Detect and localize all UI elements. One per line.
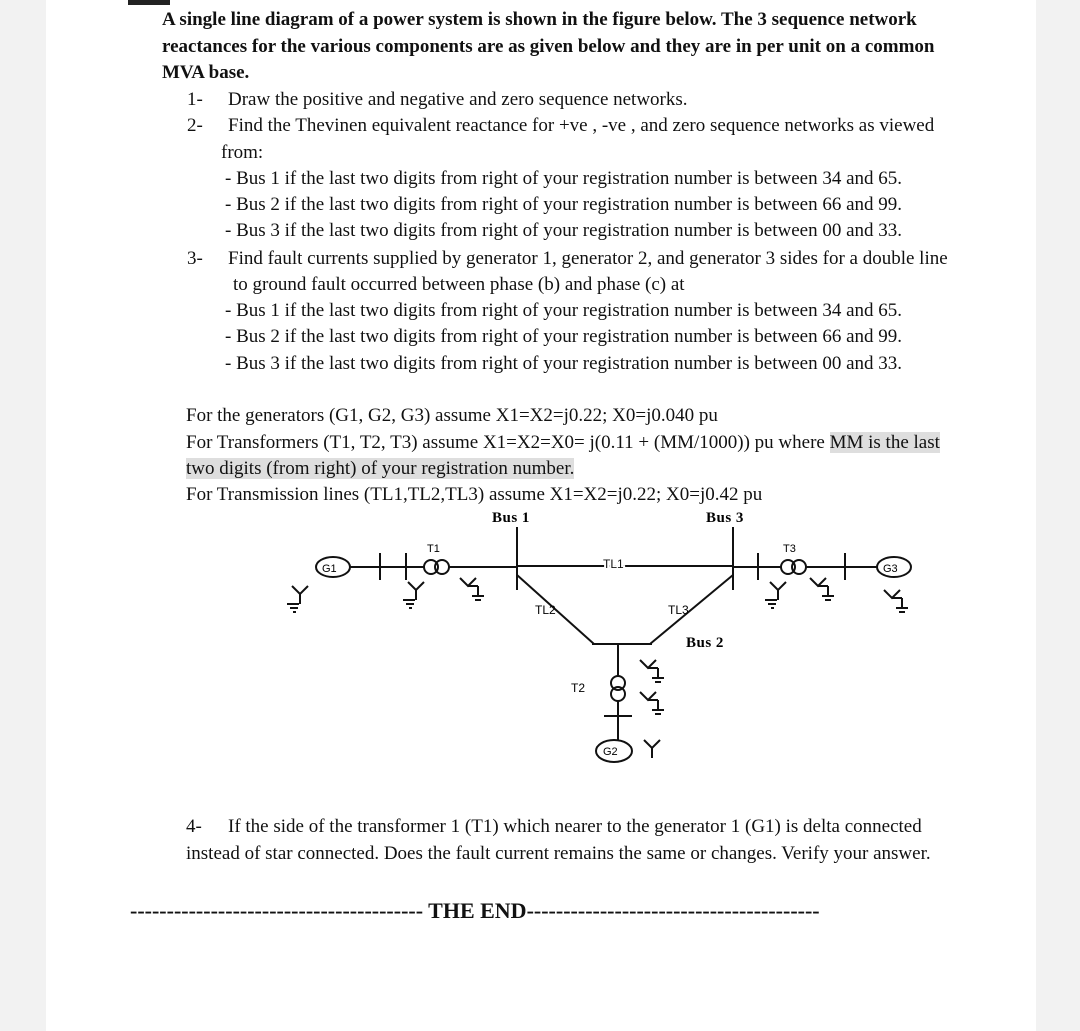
grounded-star-t2-b: [640, 692, 664, 714]
q3-bullet-3: - Bus 3 if the last two digits from right of your registration number is between 00 and 33.: [225, 353, 903, 374]
label-bus-2: Bus 2: [686, 635, 724, 651]
params-generators: For the generators (G1, G2, G3) assume X1=X2=j0.22; X0=j0.040 pu: [186, 405, 718, 426]
label-bus-3: Bus 3: [706, 510, 744, 526]
grounded-star-t1-a: [403, 582, 424, 608]
q4-number: 4-: [186, 816, 202, 837]
intro-line-3: MVA base.: [162, 62, 250, 83]
q2-number: 2-: [187, 115, 203, 136]
q3-number: 3-: [187, 248, 203, 269]
params-transformers-text: For Transformers (T1, T2, T3) assume X1=X2=X0= j(0.11 + (MM/1000)) pu where: [186, 432, 830, 453]
q4-text-1: If the side of the transformer 1 (T1) which nearer to the generator 1 (G1) is delta connected: [228, 816, 922, 837]
label-t2: T2: [571, 681, 586, 695]
star-g2: [644, 740, 660, 758]
q3-text-1: Find fault currents supplied by generator 1, generator 2, and generator 3 sides for a double line: [228, 248, 948, 269]
end-dashes-right: ----------------------------------------: [526, 898, 820, 923]
label-g3: G3: [883, 563, 898, 575]
params-transformers-highlight-2: two digits (from right) of your registration number.: [186, 458, 575, 479]
end-dashes-left: ----------------------------------------: [130, 898, 424, 923]
label-t1: T1: [427, 543, 440, 555]
q2-bullet-2: - Bus 2 if the last two digits from right of your registration number is between 66 and 99.: [225, 194, 903, 215]
q1-number: 1-: [187, 89, 203, 110]
q2-text-2: from:: [221, 142, 264, 163]
label-g1: G1: [322, 563, 337, 575]
q3-bullet-2: - Bus 2 if the last two digits from right of your registration number is between 66 and 99.: [225, 326, 903, 347]
q3-text-2: to ground fault occurred between phase (b) and phase (c) at: [233, 274, 685, 295]
q4-text-2: instead of star connected. Does the fault current remains the same or changes. Verify your answer.: [186, 843, 931, 864]
intro-line-1: A single line diagram of a power system is shown in the figure below. The 3 sequence network: [162, 9, 917, 30]
grounded-star-g3: [884, 590, 908, 612]
grounded-star-t2-a: [640, 660, 664, 682]
the-end-line: [130, 898, 986, 924]
grounded-star-g1: [287, 586, 308, 612]
q1-text: Draw the positive and negative and zero sequence networks.: [228, 89, 688, 110]
label-tl3: TL3: [668, 603, 689, 617]
grounded-star-t1-b: [460, 578, 484, 600]
q2-text-1: Find the Thevinen equivalent reactance for +ve , -ve , and zero sequence networks as viewed: [228, 115, 935, 136]
tl3-line: [650, 575, 733, 644]
label-bus-1: Bus 1: [492, 510, 530, 526]
label-t3: T3: [783, 543, 796, 555]
label-tl2: TL2: [535, 603, 556, 617]
end-label: THE END: [428, 898, 527, 923]
params-transformers-highlight-1: MM is the last: [829, 432, 940, 453]
label-tl1: TL1: [603, 557, 624, 571]
q2-bullet-3: - Bus 3 if the last two digits from right of your registration number is between 00 and 33.: [225, 220, 903, 241]
intro-line-2: reactances for the various components are as given below and they are in per unit on a common: [162, 36, 935, 57]
grounded-star-t3-b: [810, 578, 834, 600]
q2-bullet-1: - Bus 1 if the last two digits from right of your registration number is between 34 and 65.: [225, 168, 903, 189]
params-lines: For Transmission lines (TL1,TL2,TL3) assume X1=X2=j0.22; X0=j0.42 pu: [186, 484, 763, 505]
label-g2: G2: [603, 746, 618, 758]
q3-bullet-1: - Bus 1 if the last two digits from right of your registration number is between 34 and 65.: [225, 300, 903, 321]
grounded-star-t3-a: [765, 582, 786, 608]
